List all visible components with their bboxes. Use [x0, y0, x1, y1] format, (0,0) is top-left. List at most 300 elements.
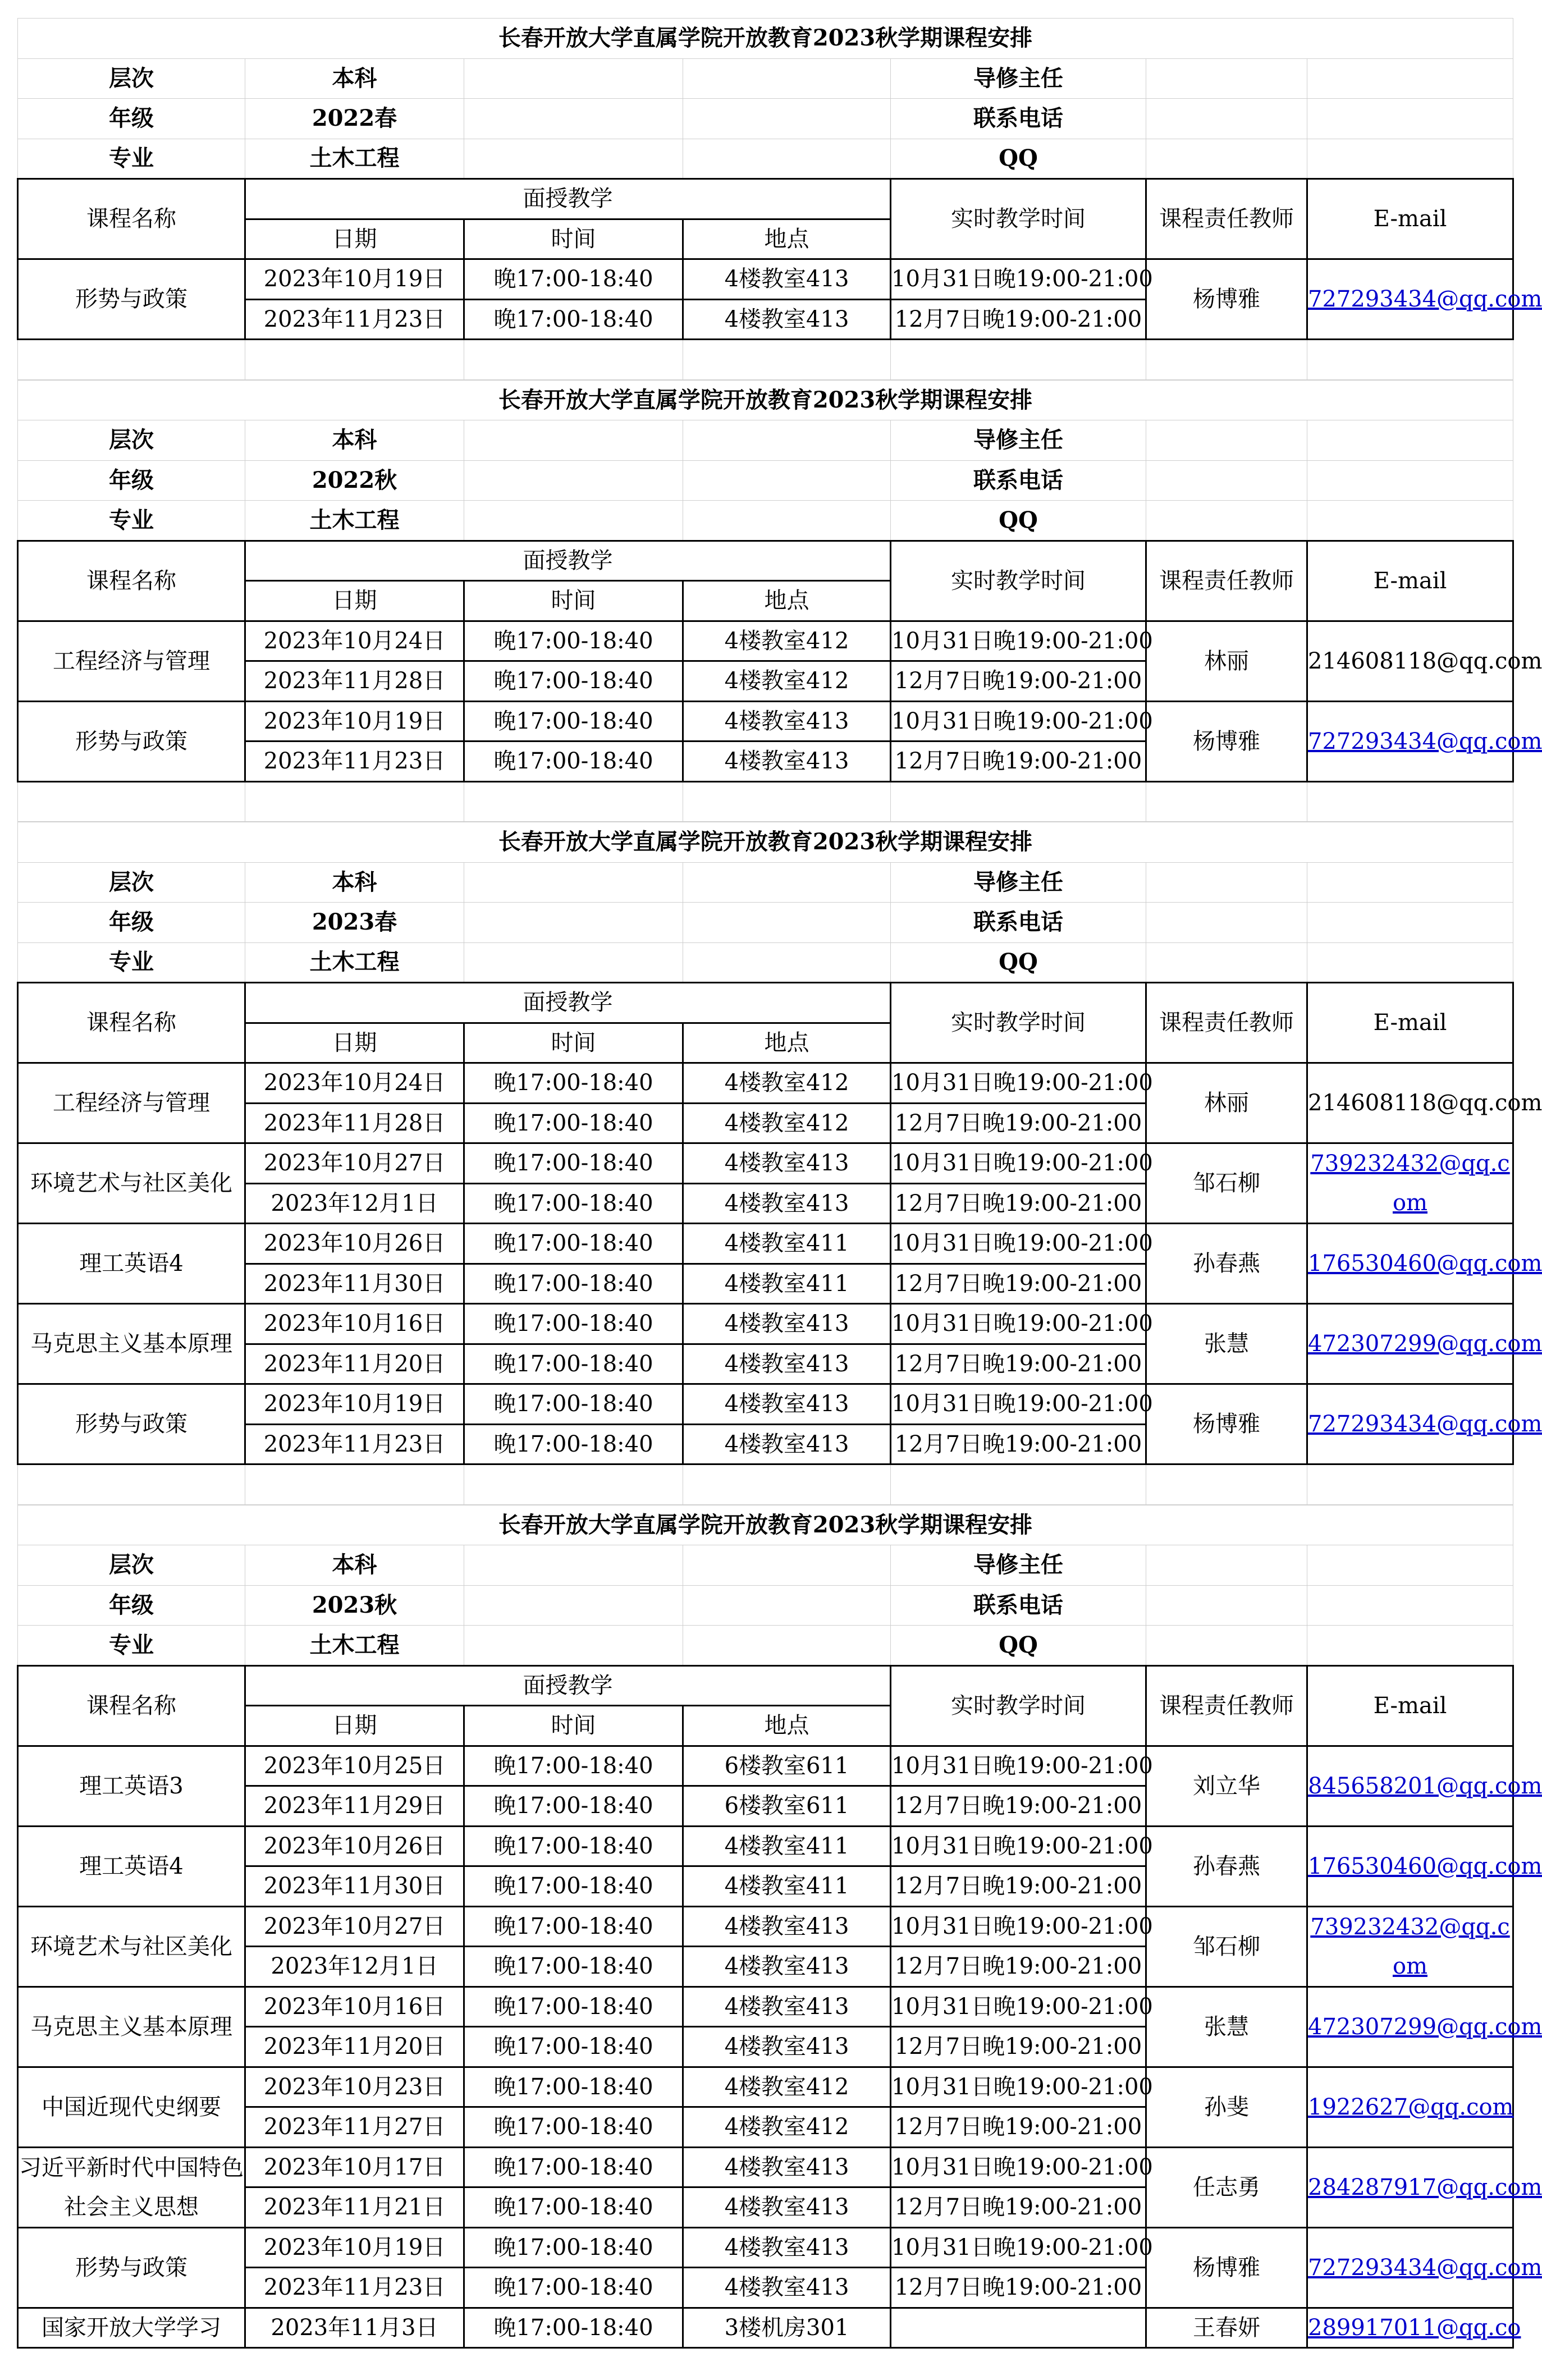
session-time: 晚17:00-18:40 [464, 1304, 683, 1344]
realtime-session: 12月7日晚19:00-21:00 [891, 1183, 1146, 1224]
teacher-name: 任志勇 [1146, 2147, 1307, 2227]
header-face-teaching: 面授教学 [245, 983, 891, 1023]
table-row [18, 2308, 1513, 2348]
header-face-teaching: 面授教学 [245, 179, 891, 219]
course-name: 环境艺术与社区美化 [18, 1143, 245, 1224]
empty-cell [683, 340, 891, 380]
course-name: 理工英语4 [18, 1826, 245, 1906]
empty-cell [1307, 340, 1513, 380]
session-time: 晚17:00-18:40 [464, 1746, 683, 1786]
phone-label: 联系电话 [891, 903, 1146, 943]
grade-value: 2023秋 [245, 1585, 464, 1626]
empty-cell [683, 460, 891, 501]
course-name: 习近平新时代中国特色社会主义思想 [18, 2147, 245, 2227]
empty-cell [1307, 420, 1513, 461]
email-cell [1307, 1143, 1513, 1224]
empty-cell [1307, 942, 1513, 983]
empty-cell [464, 903, 683, 943]
grade-label: 年级 [18, 903, 245, 943]
teacher-email-link[interactable]: 289917011@qq.co [1308, 2314, 1521, 2341]
session-date: 2023年11月20日 [245, 1344, 464, 1384]
session-date: 2023年11月28日 [245, 661, 464, 702]
session-place: 4楼教室413 [683, 2027, 891, 2067]
session-date: 2023年12月1日 [245, 1183, 464, 1224]
session-place: 4楼教室412 [683, 1063, 891, 1104]
teacher-email-link: 214608118@qq.com [1308, 648, 1542, 674]
course-name: 环境艺术与社区美化 [18, 1906, 245, 1987]
session-time: 晚17:00-18:40 [464, 2147, 683, 2187]
email-cell [1307, 259, 1542, 340]
empty-cell [683, 1545, 891, 1586]
session-place: 4楼教室413 [683, 1906, 891, 1947]
realtime-session: 12月7日晚19:00-21:00 [891, 1264, 1146, 1304]
realtime-session: 12月7日晚19:00-21:00 [891, 1103, 1146, 1143]
session-time: 晚17:00-18:40 [464, 1906, 683, 1947]
header-course-name: 课程名称 [18, 541, 245, 621]
level-value: 本科 [245, 862, 464, 903]
course-name: 工程经济与管理 [18, 621, 245, 701]
empty-cell [1307, 139, 1513, 179]
level-label: 层次 [18, 58, 245, 99]
session-time: 晚17:00-18:40 [464, 2268, 683, 2308]
realtime-session: 12月7日晚19:00-21:00 [891, 2268, 1146, 2308]
session-place: 4楼教室413 [683, 2147, 891, 2187]
realtime-session: 10月31日晚19:00-21:00 [891, 1746, 1146, 1786]
header-email: E-mail [1307, 541, 1513, 621]
empty-cell [1146, 420, 1307, 461]
session-date: 2023年10月19日 [245, 701, 464, 742]
realtime-session: 10月31日晚19:00-21:00 [891, 1224, 1146, 1264]
empty-cell [1146, 340, 1307, 380]
major-label: 专业 [18, 139, 245, 179]
empty-cell [1146, 460, 1307, 501]
empty-cell [1146, 942, 1307, 983]
session-date: 2023年10月26日 [245, 1224, 464, 1264]
block-title: 长春开放大学直属学院开放教育2023秋学期课程安排 [18, 19, 1513, 59]
session-time: 晚17:00-18:40 [464, 621, 683, 661]
session-date: 2023年10月19日 [245, 259, 464, 300]
table-row [18, 2067, 1513, 2107]
session-date: 2023年11月30日 [245, 1264, 464, 1304]
empty-cell [1146, 1626, 1307, 1666]
table-row [18, 1063, 1513, 1104]
advisor-label: 导修主任 [891, 862, 1146, 903]
session-time: 晚17:00-18:40 [464, 1143, 683, 1184]
teacher-email-link[interactable]: 284287917@qq.com [1308, 2174, 1542, 2200]
empty-cell [464, 501, 683, 541]
empty-cell [464, 99, 683, 139]
session-place: 4楼教室411 [683, 1826, 891, 1866]
session-date: 2023年10月16日 [245, 1304, 464, 1344]
realtime-session: 10月31日晚19:00-21:00 [891, 1906, 1146, 1947]
empty-cell [1146, 903, 1307, 943]
session-time: 晚17:00-18:40 [464, 661, 683, 702]
realtime-session: 10月31日晚19:00-21:00 [891, 701, 1146, 742]
realtime-session: 10月31日晚19:00-21:00 [891, 1143, 1146, 1184]
empty-cell [1307, 781, 1513, 822]
teacher-email-link[interactable]: 176530460@qq.com [1308, 1251, 1542, 1276]
header-realtime: 实时教学时间 [891, 541, 1146, 621]
table-row [18, 621, 1513, 661]
realtime-session: 12月7日晚19:00-21:00 [891, 2187, 1146, 2228]
empty-cell [1146, 781, 1307, 822]
session-date: 2023年10月19日 [245, 2227, 464, 2268]
major-label: 专业 [18, 501, 245, 541]
table-row [18, 259, 1513, 300]
session-time: 晚17:00-18:40 [464, 2027, 683, 2067]
level-label: 层次 [18, 420, 245, 461]
empty-cell [464, 862, 683, 903]
teacher-name: 张慧 [1146, 1987, 1307, 2067]
course-name: 国家开放大学学习 [18, 2308, 245, 2348]
empty-cell [245, 340, 464, 380]
realtime-session: 12月7日晚19:00-21:00 [891, 1424, 1146, 1464]
realtime-session: 10月31日晚19:00-21:00 [891, 1826, 1146, 1866]
grade-value: 2022秋 [245, 460, 464, 501]
empty-cell [464, 942, 683, 983]
empty-cell [464, 340, 683, 380]
level-label: 层次 [18, 862, 245, 903]
session-place: 4楼教室413 [683, 2268, 891, 2308]
empty-cell [1146, 58, 1307, 99]
empty-cell [1307, 1545, 1513, 1586]
empty-cell [18, 340, 245, 380]
grade-label: 年级 [18, 460, 245, 501]
session-date: 2023年11月30日 [245, 1866, 464, 1907]
session-place: 4楼教室413 [683, 1304, 891, 1344]
header-email: E-mail [1307, 983, 1513, 1063]
header-place: 地点 [683, 1706, 891, 1746]
session-place: 4楼教室413 [683, 1947, 891, 1987]
session-place: 4楼教室411 [683, 1866, 891, 1907]
teacher-name: 林丽 [1146, 621, 1307, 701]
session-date: 2023年10月27日 [245, 1143, 464, 1184]
session-time: 晚17:00-18:40 [464, 1384, 683, 1425]
schedule-block [17, 822, 1542, 1505]
table-row [18, 1746, 1513, 1786]
realtime-session: 10月31日晚19:00-21:00 [891, 1987, 1146, 2027]
course-name: 工程经济与管理 [18, 1063, 245, 1143]
qq-label: QQ [891, 139, 1146, 179]
session-place: 4楼教室412 [683, 2107, 891, 2148]
session-place: 4楼教室413 [683, 2187, 891, 2228]
teacher-email-link[interactable]: 727293434@qq.com [1308, 1411, 1542, 1437]
table-row [18, 2227, 1513, 2268]
phone-label: 联系电话 [891, 1585, 1146, 1626]
realtime-session: 10月31日晚19:00-21:00 [891, 2067, 1146, 2107]
empty-cell [891, 781, 1146, 822]
session-time: 晚17:00-18:40 [464, 701, 683, 742]
session-time: 晚17:00-18:40 [464, 1866, 683, 1907]
session-date: 2023年11月3日 [245, 2308, 464, 2348]
realtime-session: 12月7日晚19:00-21:00 [891, 2107, 1146, 2148]
realtime-session: 12月7日晚19:00-21:00 [891, 1866, 1146, 1907]
course-name: 形势与政策 [18, 701, 245, 781]
course-name: 形势与政策 [18, 1384, 245, 1464]
header-time: 时间 [464, 1023, 683, 1063]
table-row [18, 1987, 1513, 2027]
empty-cell [683, 501, 891, 541]
realtime-session: 10月31日晚19:00-21:00 [891, 259, 1146, 300]
teacher-name: 王春妍 [1146, 2308, 1307, 2348]
teacher-email-link[interactable]: 176530460@qq.com [1308, 1853, 1542, 1879]
session-date: 2023年11月28日 [245, 1103, 464, 1143]
teacher-email-link[interactable]: 739232432@qq.com [1310, 1914, 1510, 1979]
empty-cell [683, 139, 891, 179]
empty-cell [683, 781, 891, 822]
header-place: 地点 [683, 219, 891, 259]
empty-cell [1146, 139, 1307, 179]
empty-cell [683, 1464, 891, 1505]
session-time: 晚17:00-18:40 [464, 742, 683, 782]
email-cell [1307, 1906, 1513, 1987]
level-value: 本科 [245, 1545, 464, 1586]
advisor-label: 导修主任 [891, 1545, 1146, 1586]
empty-cell [1307, 1464, 1513, 1505]
grade-label: 年级 [18, 99, 245, 139]
header-face-teaching: 面授教学 [245, 541, 891, 581]
teacher-name: 邹石柳 [1146, 1143, 1307, 1224]
empty-cell [1307, 1585, 1513, 1626]
major-value: 土木工程 [245, 1626, 464, 1666]
session-date: 2023年11月27日 [245, 2107, 464, 2148]
teacher-name: 孙春燕 [1146, 1826, 1307, 1906]
realtime-session: 10月31日晚19:00-21:00 [891, 1384, 1146, 1425]
session-date: 2023年10月17日 [245, 2147, 464, 2187]
email-cell [1307, 2227, 1542, 2308]
phone-label: 联系电话 [891, 460, 1146, 501]
session-place: 4楼教室413 [683, 742, 891, 782]
empty-cell [683, 1585, 891, 1626]
realtime-session: 12月7日晚19:00-21:00 [891, 299, 1146, 340]
session-place: 4楼教室411 [683, 1264, 891, 1304]
teacher-email-link[interactable]: 739232432@qq.com [1310, 1151, 1510, 1216]
teacher-name: 杨博雅 [1146, 259, 1307, 340]
realtime-session [891, 2308, 1146, 2348]
realtime-session: 10月31日晚19:00-21:00 [891, 621, 1146, 661]
session-time: 晚17:00-18:40 [464, 2067, 683, 2107]
empty-cell [1307, 501, 1513, 541]
email-cell [1307, 1304, 1542, 1384]
session-place: 4楼教室413 [683, 259, 891, 300]
email-cell [1307, 1826, 1542, 1906]
block-title: 长春开放大学直属学院开放教育2023秋学期课程安排 [18, 1505, 1513, 1545]
header-course-name: 课程名称 [18, 1665, 245, 1746]
major-value: 土木工程 [245, 942, 464, 983]
course-name: 形势与政策 [18, 259, 245, 340]
empty-cell [464, 781, 683, 822]
grade-value: 2022春 [245, 99, 464, 139]
empty-cell [1307, 903, 1513, 943]
teacher-name: 杨博雅 [1146, 701, 1307, 781]
header-date: 日期 [245, 581, 464, 621]
empty-cell [464, 139, 683, 179]
empty-cell [1307, 862, 1513, 903]
qq-label: QQ [891, 501, 1146, 541]
header-realtime: 实时教学时间 [891, 983, 1146, 1063]
course-name: 马克思主义基本原理 [18, 1987, 245, 2067]
table-row [18, 1304, 1513, 1344]
realtime-session: 12月7日晚19:00-21:00 [891, 1786, 1146, 1827]
header-time: 时间 [464, 219, 683, 259]
session-place: 4楼教室413 [683, 701, 891, 742]
table-row [18, 1143, 1513, 1184]
realtime-session: 10月31日晚19:00-21:00 [891, 1304, 1146, 1344]
advisor-label: 导修主任 [891, 58, 1146, 99]
empty-cell [683, 99, 891, 139]
realtime-session: 12月7日晚19:00-21:00 [891, 2027, 1146, 2067]
empty-cell [464, 460, 683, 501]
schedule-block [17, 1505, 1542, 2349]
teacher-name: 杨博雅 [1146, 2227, 1307, 2308]
session-place: 3楼机房301 [683, 2308, 891, 2348]
empty-cell [1307, 1626, 1513, 1666]
advisor-label: 导修主任 [891, 420, 1146, 461]
empty-cell [683, 862, 891, 903]
course-name: 形势与政策 [18, 2227, 245, 2308]
session-date: 2023年12月1日 [245, 1947, 464, 1987]
session-time: 晚17:00-18:40 [464, 1224, 683, 1264]
empty-cell [245, 781, 464, 822]
session-date: 2023年10月23日 [245, 2067, 464, 2107]
teacher-email-link[interactable]: 727293434@qq.com [1308, 728, 1542, 754]
empty-cell [683, 420, 891, 461]
table-row [18, 1224, 1513, 1264]
grade-value: 2023春 [245, 903, 464, 943]
teacher-email-link[interactable]: 472307299@qq.com [1308, 1331, 1542, 1357]
qq-label: QQ [891, 1626, 1146, 1666]
header-email: E-mail [1307, 179, 1513, 259]
empty-cell [1307, 460, 1513, 501]
header-teacher: 课程责任教师 [1146, 1665, 1307, 1746]
email-cell [1307, 1384, 1542, 1464]
realtime-session: 12月7日晚19:00-21:00 [891, 1344, 1146, 1384]
empty-cell [683, 58, 891, 99]
header-course-name: 课程名称 [18, 179, 245, 259]
empty-cell [1146, 1545, 1307, 1586]
session-date: 2023年10月24日 [245, 621, 464, 661]
realtime-session: 10月31日晚19:00-21:00 [891, 2227, 1146, 2268]
grade-label: 年级 [18, 1585, 245, 1626]
header-teacher: 课程责任教师 [1146, 179, 1307, 259]
session-place: 6楼教室611 [683, 1786, 891, 1827]
email-cell [1307, 2147, 1542, 2227]
teacher-email-link: 214608118@qq.com [1308, 1090, 1542, 1116]
empty-cell [464, 1626, 683, 1666]
table-row [18, 701, 1513, 742]
header-place: 地点 [683, 1023, 891, 1063]
empty-cell [464, 1464, 683, 1505]
session-place: 4楼教室411 [683, 1224, 891, 1264]
schedule-block [17, 18, 1542, 380]
teacher-name: 孙春燕 [1146, 1224, 1307, 1304]
teacher-email-link[interactable]: 472307299@qq.com [1308, 2013, 1542, 2040]
empty-cell [683, 1626, 891, 1666]
email-cell [1307, 2308, 1521, 2348]
header-date: 日期 [245, 1023, 464, 1063]
session-time: 晚17:00-18:40 [464, 1103, 683, 1143]
session-date: 2023年11月29日 [245, 1786, 464, 1827]
session-date: 2023年11月23日 [245, 1424, 464, 1464]
empty-cell [18, 1464, 245, 1505]
session-time: 晚17:00-18:40 [464, 259, 683, 300]
session-time: 晚17:00-18:40 [464, 1063, 683, 1104]
realtime-session: 10月31日晚19:00-21:00 [891, 1063, 1146, 1104]
course-schedule-sheet [17, 18, 1542, 2349]
header-realtime: 实时教学时间 [891, 1665, 1146, 1746]
level-value: 本科 [245, 58, 464, 99]
teacher-email-link[interactable]: 1922627@qq.com [1308, 2094, 1514, 2120]
session-date: 2023年11月23日 [245, 2268, 464, 2308]
course-name: 理工英语4 [18, 1224, 245, 1304]
empty-cell [1146, 862, 1307, 903]
schedule-block [17, 380, 1542, 822]
phone-label: 联系电话 [891, 99, 1146, 139]
teacher-name: 邹石柳 [1146, 1906, 1307, 1987]
teacher-name: 孙斐 [1146, 2067, 1307, 2147]
teacher-name: 张慧 [1146, 1304, 1307, 1384]
session-time: 晚17:00-18:40 [464, 1264, 683, 1304]
session-place: 4楼教室413 [683, 1424, 891, 1464]
empty-cell [1146, 1464, 1307, 1505]
teacher-name: 刘立华 [1146, 1746, 1307, 1826]
session-place: 6楼教室611 [683, 1746, 891, 1786]
session-date: 2023年11月21日 [245, 2187, 464, 2228]
session-place: 4楼教室412 [683, 2067, 891, 2107]
teacher-email-link[interactable]: 727293434@qq.com [1308, 2254, 1542, 2281]
block-title: 长春开放大学直属学院开放教育2023秋学期课程安排 [18, 380, 1513, 420]
session-date: 2023年10月19日 [245, 1384, 464, 1425]
empty-cell [891, 1464, 1146, 1505]
email-cell [1307, 1063, 1542, 1143]
teacher-name: 杨博雅 [1146, 1384, 1307, 1464]
realtime-session: 12月7日晚19:00-21:00 [891, 661, 1146, 702]
empty-cell [891, 340, 1146, 380]
major-label: 专业 [18, 942, 245, 983]
header-date: 日期 [245, 219, 464, 259]
empty-cell [464, 420, 683, 461]
table-row [18, 1384, 1513, 1425]
session-date: 2023年11月23日 [245, 299, 464, 340]
session-place: 4楼教室412 [683, 621, 891, 661]
realtime-session: 10月31日晚19:00-21:00 [891, 2147, 1146, 2187]
session-date: 2023年10月26日 [245, 1826, 464, 1866]
session-date: 2023年10月25日 [245, 1746, 464, 1786]
table-row [18, 1826, 1513, 1866]
empty-cell [464, 1545, 683, 1586]
teacher-email-link[interactable]: 845658201@qq.com [1308, 1773, 1542, 1799]
level-label: 层次 [18, 1545, 245, 1586]
header-face-teaching: 面授教学 [245, 1665, 891, 1706]
session-place: 4楼教室413 [683, 299, 891, 340]
header-email: E-mail [1307, 1665, 1513, 1746]
email-cell [1307, 2067, 1513, 2147]
session-place: 4楼教室412 [683, 1103, 891, 1143]
teacher-email-link[interactable]: 727293434@qq.com [1308, 286, 1542, 312]
block-title: 长春开放大学直属学院开放教育2023秋学期课程安排 [18, 822, 1513, 863]
empty-cell [1146, 1585, 1307, 1626]
session-date: 2023年10月24日 [245, 1063, 464, 1104]
realtime-session: 12月7日晚19:00-21:00 [891, 742, 1146, 782]
session-time: 晚17:00-18:40 [464, 299, 683, 340]
header-time: 时间 [464, 581, 683, 621]
course-name: 马克思主义基本原理 [18, 1304, 245, 1384]
session-date: 2023年11月20日 [245, 2027, 464, 2067]
empty-cell [1307, 99, 1513, 139]
major-value: 土木工程 [245, 501, 464, 541]
session-place: 4楼教室413 [683, 2227, 891, 2268]
session-time: 晚17:00-18:40 [464, 1424, 683, 1464]
